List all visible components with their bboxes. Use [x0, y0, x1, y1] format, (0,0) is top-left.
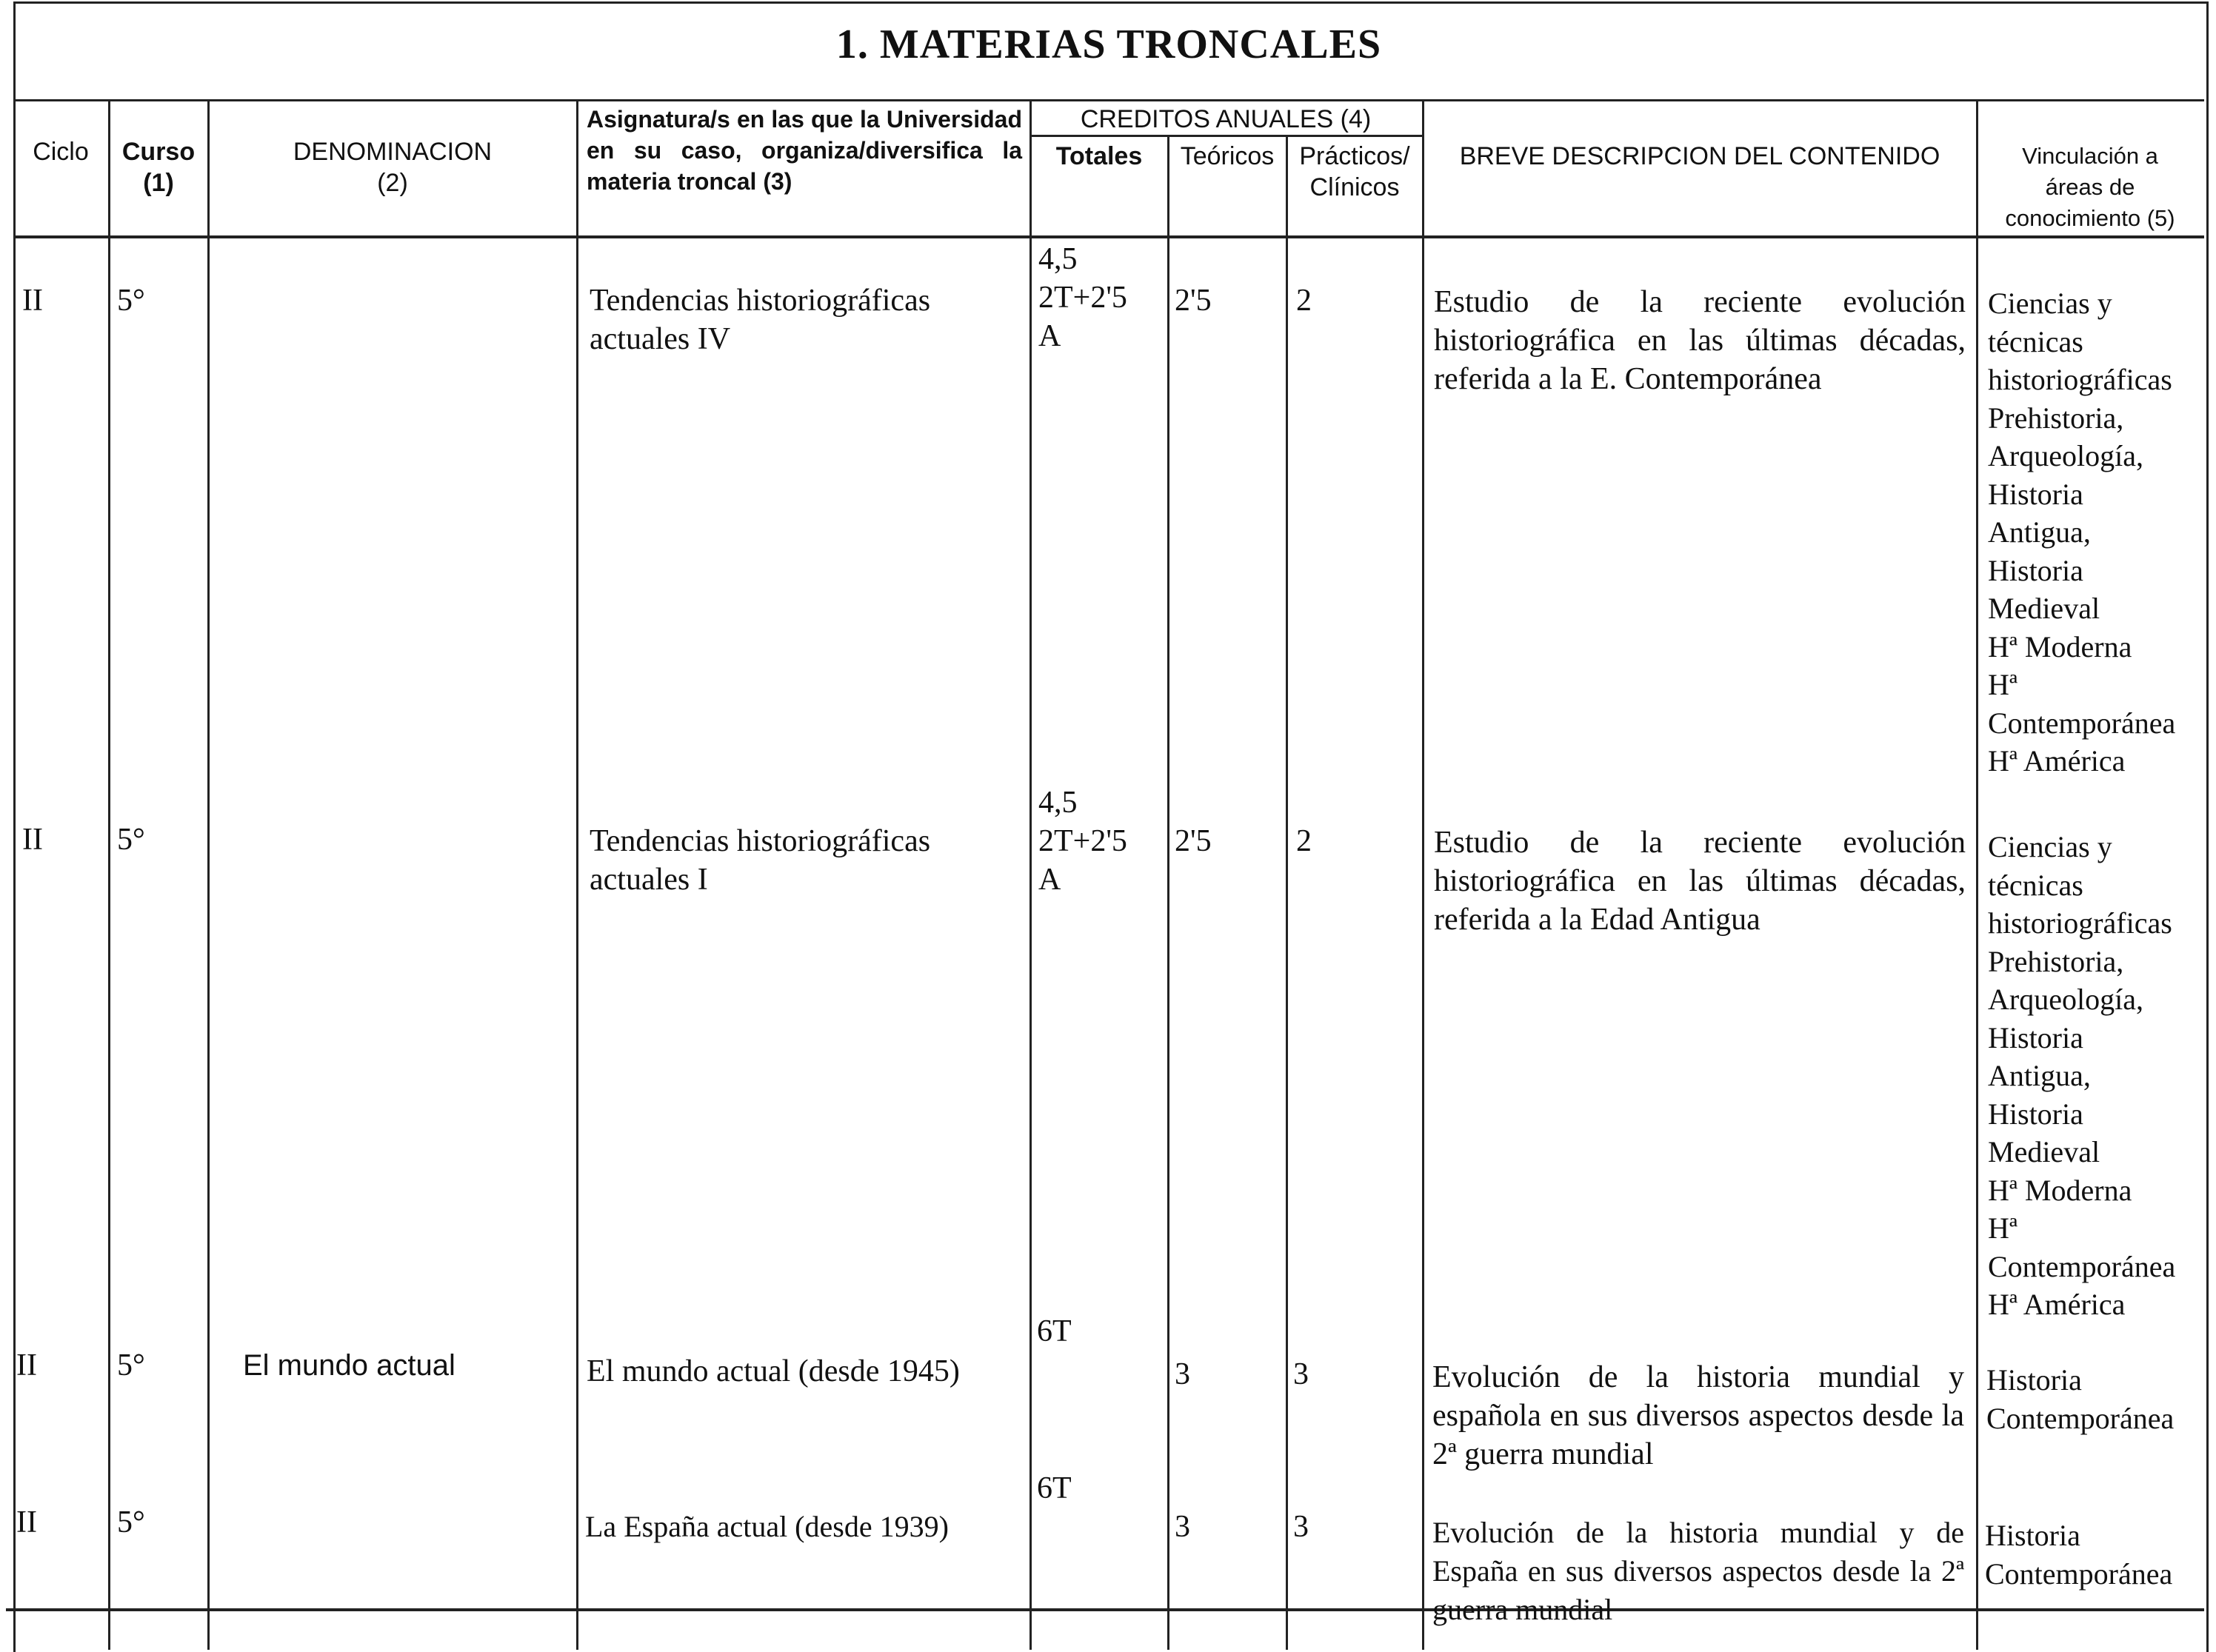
- col-rule-7: [1422, 99, 1424, 1650]
- header-teoricos: Teóricos: [1180, 142, 1275, 170]
- table-row-2-teoricos: 2'5: [1175, 824, 1212, 858]
- header-vinculacion: Vinculación a áreas de conocimiento (5): [2005, 143, 2175, 231]
- creditos-rule: [1029, 135, 1422, 137]
- table-row-2-curso: 5°: [117, 823, 145, 857]
- table-row-2-descripcion: Estudio de la reciente evolución historiográfica en las últimas décadas, referida a la Edad Antigua: [1434, 826, 1966, 937]
- header-rule: [13, 235, 2204, 238]
- table-row-3-practicos: 3: [1293, 1357, 1309, 1391]
- table-row-1-teoricos: 2'5: [1175, 284, 1212, 318]
- table-row-1-vinculacion: Ciencias y técnicas historiográficas Prehistoria, Arqueología, Historia Antigua, Historia Medieval Hª Moderna Hª Contemporánea Hª América: [1988, 287, 2176, 777]
- header-totales: Totales: [1055, 142, 1143, 170]
- table-row-3-curso: 5°: [117, 1348, 145, 1382]
- table-row-1-totales: 4,5 2T+2'5 A: [1038, 242, 1127, 353]
- table-row-3-teoricos: 3: [1175, 1357, 1190, 1391]
- table-row-2-asignatura: Tendencias historiográficas actuales I: [590, 824, 931, 897]
- col-rule-1: [108, 99, 110, 1650]
- table-row-2-ciclo: II: [22, 823, 43, 857]
- header-practicos: Prácticos/ Clínicos: [1299, 142, 1410, 201]
- col-rule-4: [1029, 99, 1032, 1650]
- document-title: 1. MATERIAS TRONCALES: [835, 21, 1382, 67]
- table-row-1-curso: 5°: [117, 284, 145, 318]
- col-rule-8: [1976, 99, 1978, 1650]
- table-row-4-ciclo: II: [16, 1505, 37, 1539]
- table-row-4-teoricos: 3: [1175, 1510, 1190, 1544]
- header-creditos: CREDITOS ANUALES (4): [1080, 105, 1372, 133]
- table-row-4-curso: 5°: [117, 1505, 145, 1539]
- table-row-1-ciclo: II: [22, 284, 43, 318]
- table-row-2-totales: 4,5 2T+2'5 A: [1038, 786, 1127, 897]
- header-denominacion: DENOMINACION (2): [293, 138, 493, 197]
- table-row-4-totales: 6T: [1037, 1471, 1072, 1505]
- table-row-1-asignatura: Tendencias historiográficas actuales IV: [590, 284, 931, 356]
- table-row-3-denominacion: El mundo actual: [243, 1349, 455, 1382]
- col-rule-5: [1167, 135, 1169, 1650]
- table-row-3-asignatura: El mundo actual (desde 1945): [587, 1354, 960, 1388]
- table-row-2-vinculacion: Ciencias y técnicas historiográficas Prehistoria, Arqueología, Historia Antigua, Historia Medieval Hª Moderna Hª Contemporánea Hª América: [1988, 830, 2176, 1321]
- table-row-4-vinculacion: Historia Contemporánea: [1985, 1519, 2173, 1591]
- table-row-4-descripcion: Evolución de la historia mundial y de España en sus diversos aspectos desde la 2ª guerra mundial: [1432, 1516, 1964, 1626]
- table-row-2-practicos: 2: [1296, 824, 1312, 858]
- header-descripcion: BREVE DESCRIPCION DEL CONTENIDO: [1459, 142, 1940, 170]
- title-rule: [13, 99, 2204, 101]
- col-rule-2: [207, 99, 210, 1650]
- header-curso: Curso (1): [121, 138, 196, 197]
- table-row-1-descripcion: Estudio de la reciente evolución historiográfica en las últimas décadas, referida a la E. Contemporánea: [1434, 285, 1966, 396]
- table-row-1-practicos: 2: [1296, 284, 1312, 318]
- col-rule-3: [576, 99, 578, 1650]
- table-row-3-totales: 6T: [1037, 1314, 1072, 1348]
- col-rule-6: [1286, 135, 1288, 1650]
- table-row-4-asignatura: La España actual (desde 1939): [585, 1510, 949, 1543]
- table-row-3-ciclo: II: [16, 1348, 37, 1382]
- table-row-3-descripcion: Evolución de la historia mundial y española en sus diversos aspectos desde la 2ª guerra mundial: [1432, 1360, 1964, 1471]
- table-row-4-practicos: 3: [1293, 1510, 1309, 1544]
- table-row-3-vinculacion: Historia Contemporánea: [1986, 1363, 2175, 1435]
- header-asignaturas: Asignatura/s en las que la Universidad en su caso, organiza/diversifica la materia troncal (3): [587, 106, 1022, 195]
- header-ciclo: Ciclo: [33, 138, 89, 166]
